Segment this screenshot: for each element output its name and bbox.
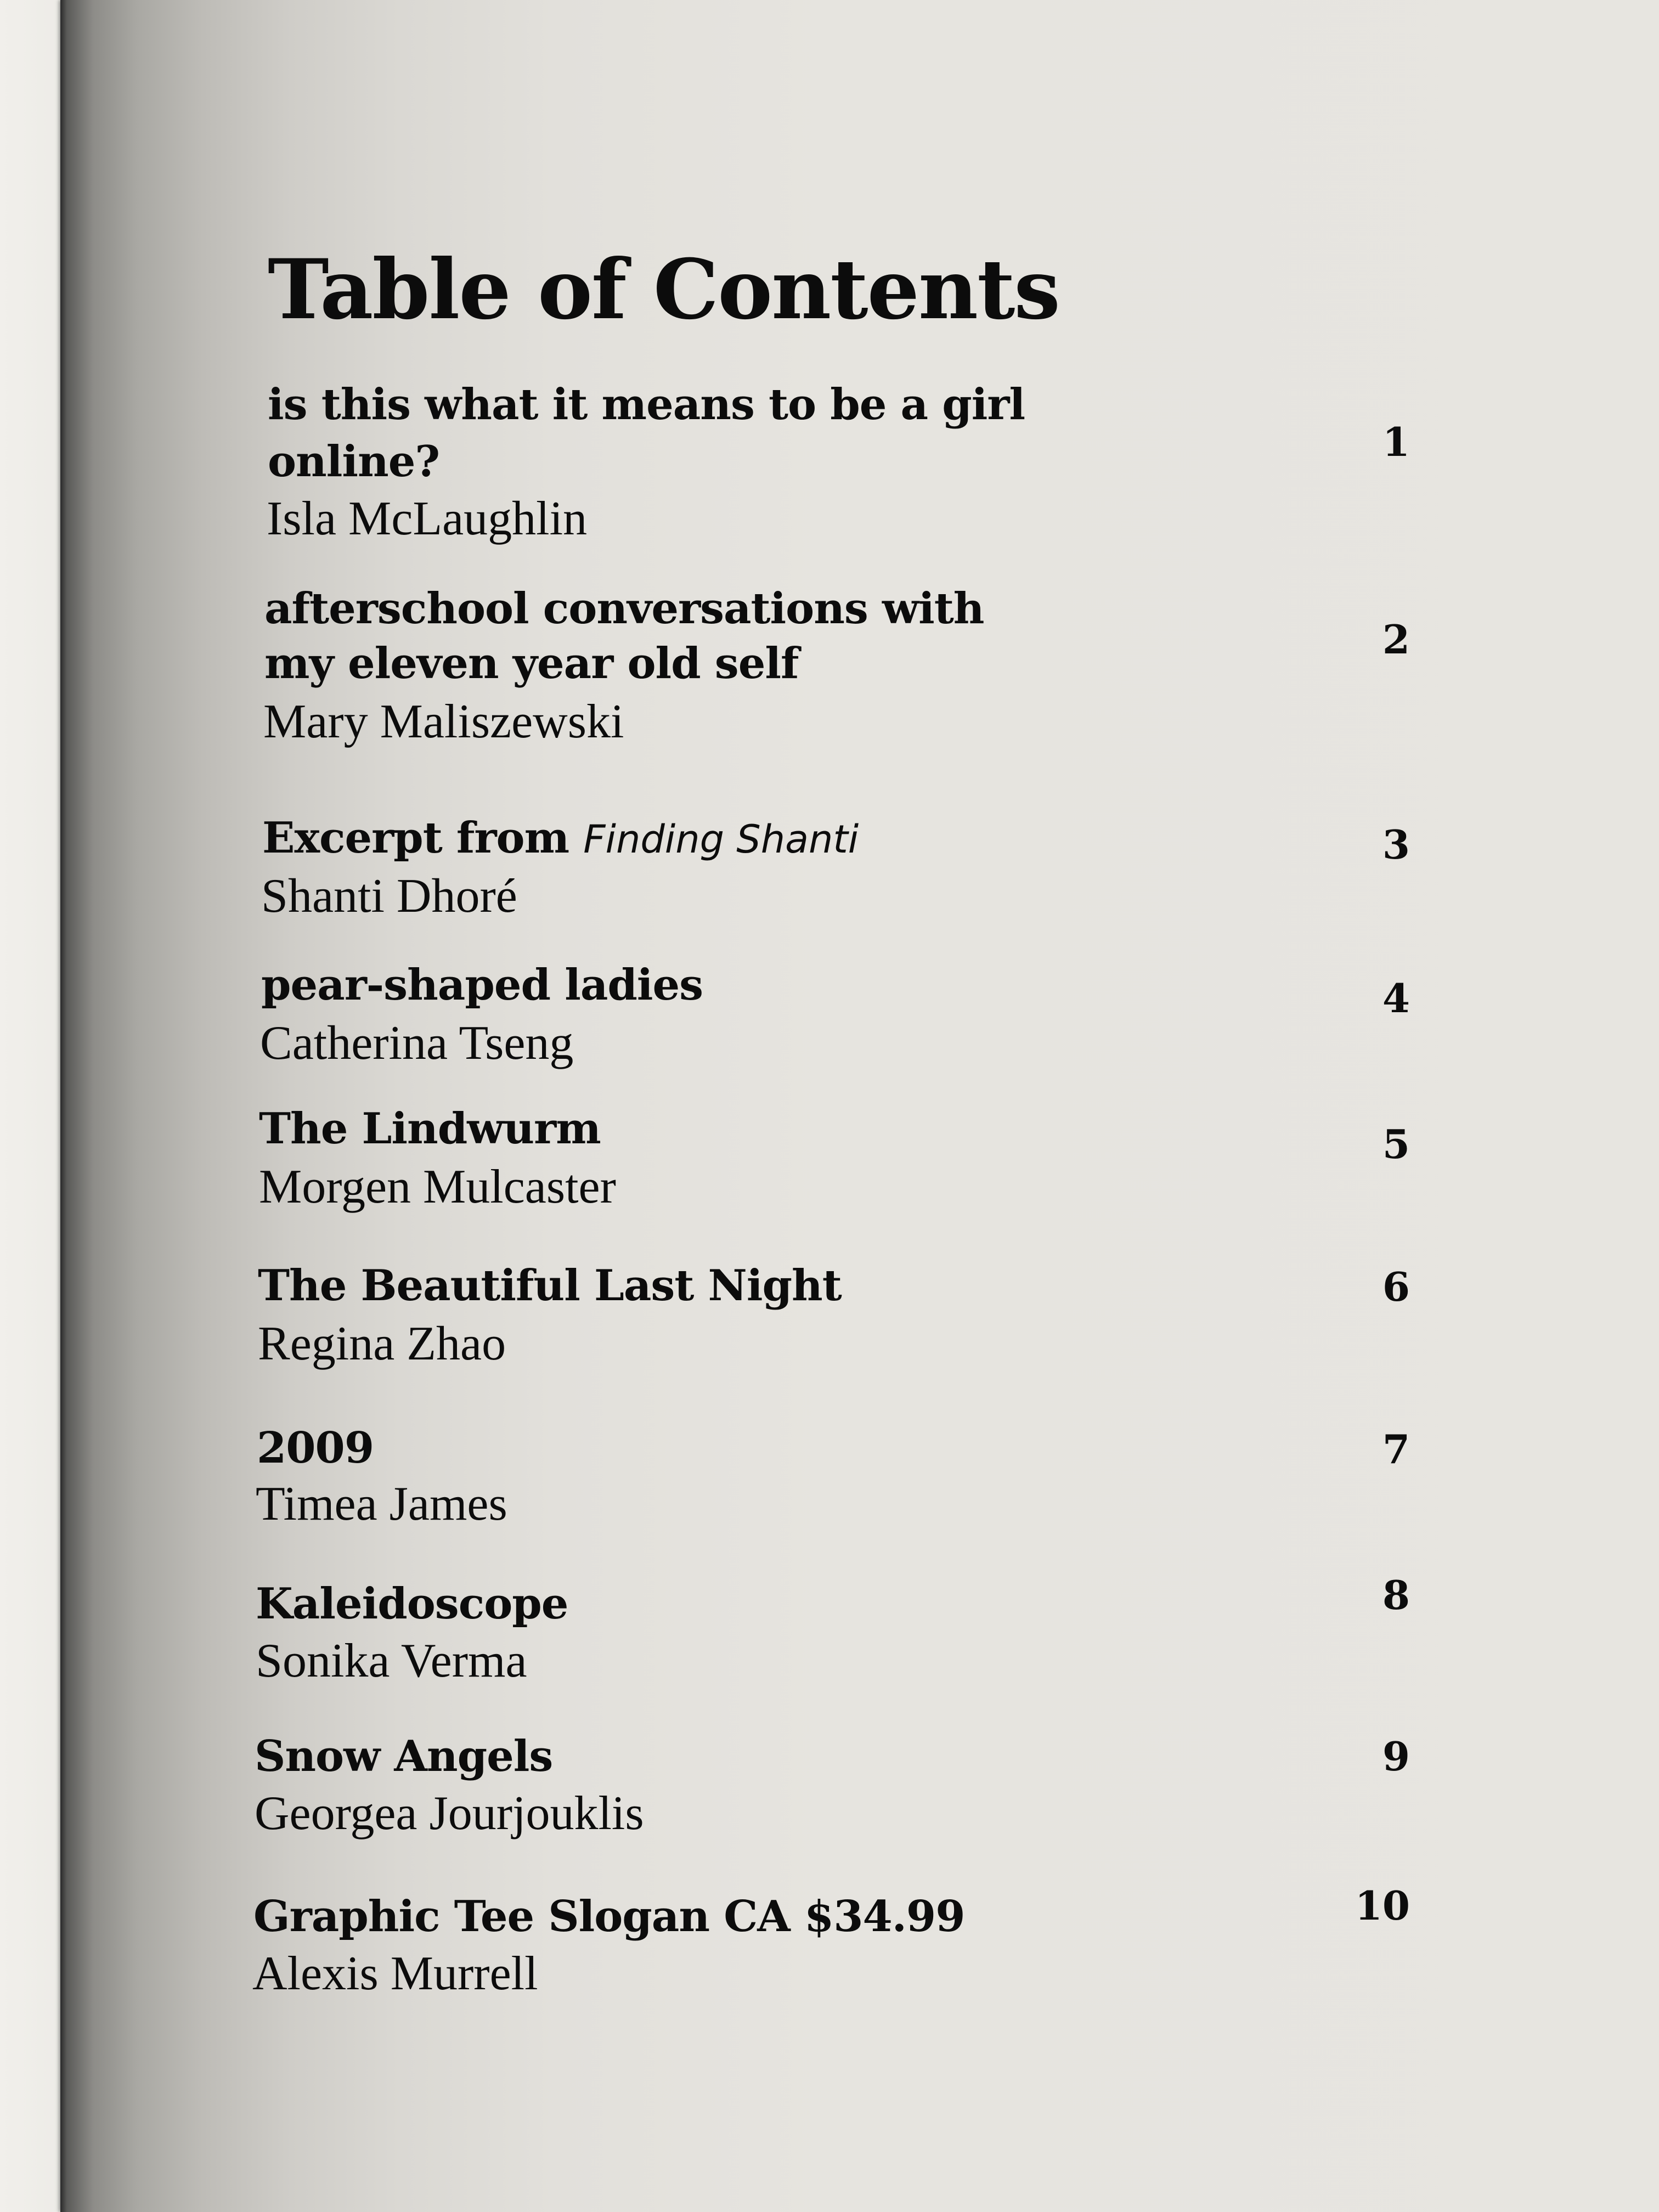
entry-page-number: 1 bbox=[1382, 419, 1410, 465]
entry-page-number: 10 bbox=[1355, 1882, 1410, 1929]
entry-author: Isla McLaughlin bbox=[267, 492, 588, 545]
entry-page-number: 6 bbox=[1382, 1263, 1410, 1310]
entry-title-line: pear-shaped ladies bbox=[261, 960, 703, 1010]
entry-title-line bbox=[262, 811, 859, 867]
entry-title-line: my eleven year old self bbox=[264, 639, 799, 689]
entry-title-line: 2009 bbox=[257, 1423, 374, 1473]
entry-title-line: online? bbox=[268, 437, 440, 487]
entry-title-line: Kaleidoscope bbox=[256, 1579, 568, 1629]
entry-author: Morgen Mulcaster bbox=[259, 1160, 616, 1214]
entry-author: Sonika Verma bbox=[256, 1634, 527, 1688]
page-title: Table of Contents bbox=[268, 241, 1059, 338]
entry-author: Catherina Tseng bbox=[260, 1017, 574, 1070]
entry-author: Timea James bbox=[256, 1477, 507, 1531]
entry-page-number: 5 bbox=[1382, 1121, 1410, 1167]
entry-title-line: The Beautiful Last Night bbox=[258, 1261, 842, 1311]
entry-title-line: afterschool conversations with bbox=[264, 584, 984, 634]
entry-author: Regina Zhao bbox=[258, 1317, 506, 1370]
entry-title-line: Snow Angels bbox=[255, 1731, 553, 1781]
entry-title-line: Graphic Tee Slogan CA $34.99 bbox=[253, 1892, 965, 1942]
entry-author: Alexis Murrell bbox=[252, 1947, 538, 2000]
entry-title-prefix: Excerpt from bbox=[262, 813, 569, 863]
entry-page-number: 2 bbox=[1382, 616, 1410, 663]
entry-page-number: 9 bbox=[1382, 1733, 1410, 1780]
entry-title-line: is this what it means to be a girl bbox=[268, 380, 1025, 430]
entry-author: Shanti Dhoré bbox=[261, 870, 517, 923]
entry-author: Mary Maliszewski bbox=[263, 695, 624, 748]
entry-page-number: 7 bbox=[1382, 1426, 1410, 1472]
entry-author: Georgea Jourjouklis bbox=[255, 1787, 644, 1840]
entry-page-number: 8 bbox=[1382, 1572, 1410, 1618]
entry-page-number: 3 bbox=[1382, 821, 1410, 868]
entry-title-line: The Lindwurm bbox=[259, 1104, 601, 1154]
entry-page-number: 4 bbox=[1382, 975, 1410, 1022]
entry-title-script: Finding Shanti bbox=[583, 817, 859, 862]
